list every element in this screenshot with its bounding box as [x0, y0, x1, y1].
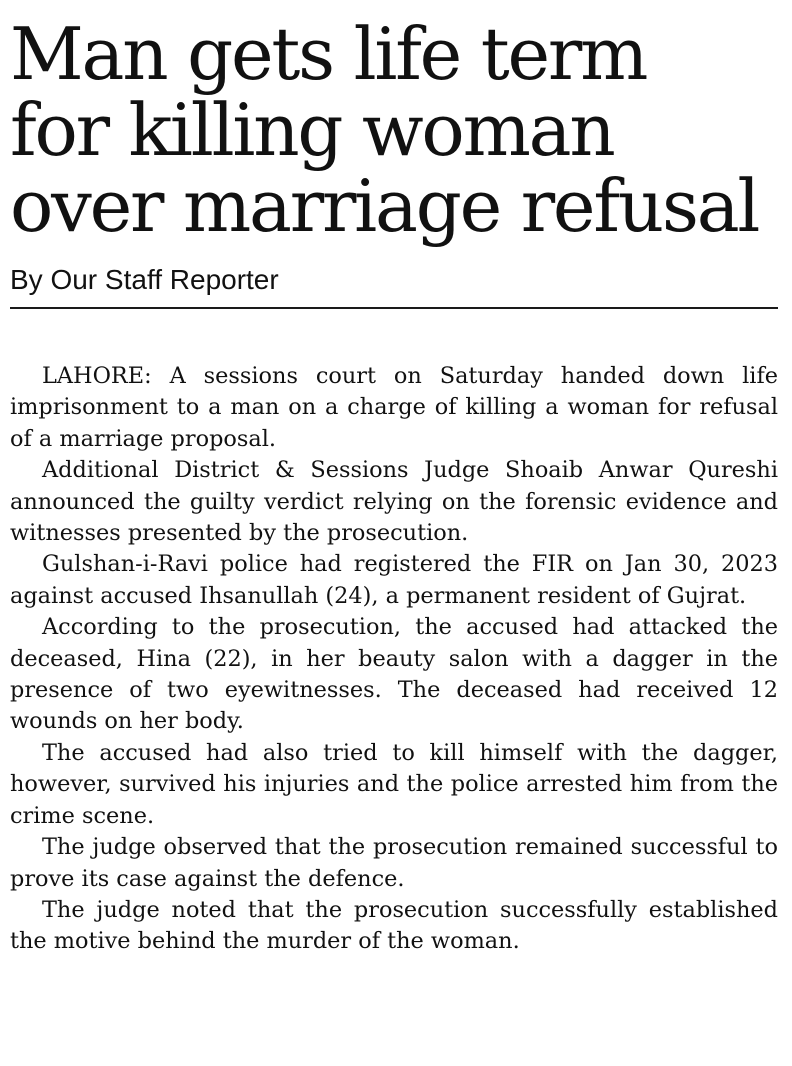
headline [10, 0, 778, 248]
paragraph-3: Gulshan-i-Ravi police had registered the FIR on Jan 30, 2023 against accused Ihsanullah (24), a permanent resident of Gujrat. [10, 551, 778, 609]
byline: By Our Staff Reporter [10, 264, 279, 295]
headline-line-2: for killing woman [10, 88, 614, 172]
paragraph-2: Additional District & Sessions Judge Shoaib Anwar Qureshi announced the guilty verdict relying on the forensic evidence and witnesses presented by the prosecution. [10, 457, 778, 547]
headline-line-1: Man gets life term [10, 12, 647, 96]
article-body [10, 361, 778, 958]
news-article [10, 0, 778, 958]
paragraph-5: The accused had also tried to kill himself with the dagger, however, survived his injuries and the police arrested him from the crime scene. [10, 739, 778, 829]
headline-line-3: over marriage refusal [10, 164, 759, 248]
paragraph-1: LAHORE: A sessions court on Saturday handed down life imprisonment to a man on a charge of killing a woman for refusal of a marriage proposal. [10, 363, 778, 452]
byline-divider [10, 307, 778, 309]
paragraph-7: The judge noted that the prosecution successfully established the motive behind the murder of the woman. [10, 896, 778, 955]
paragraph-6: The judge observed that the prosecution remained successful to prove its case against the defence. [10, 834, 778, 892]
paragraph-4: According to the prosecution, the accused had attacked the deceased, Hina (22), in her beauty salon with a dagger in the presence of two eyewitnesses. The deceased had received 12 wounds on her body. [10, 614, 778, 735]
